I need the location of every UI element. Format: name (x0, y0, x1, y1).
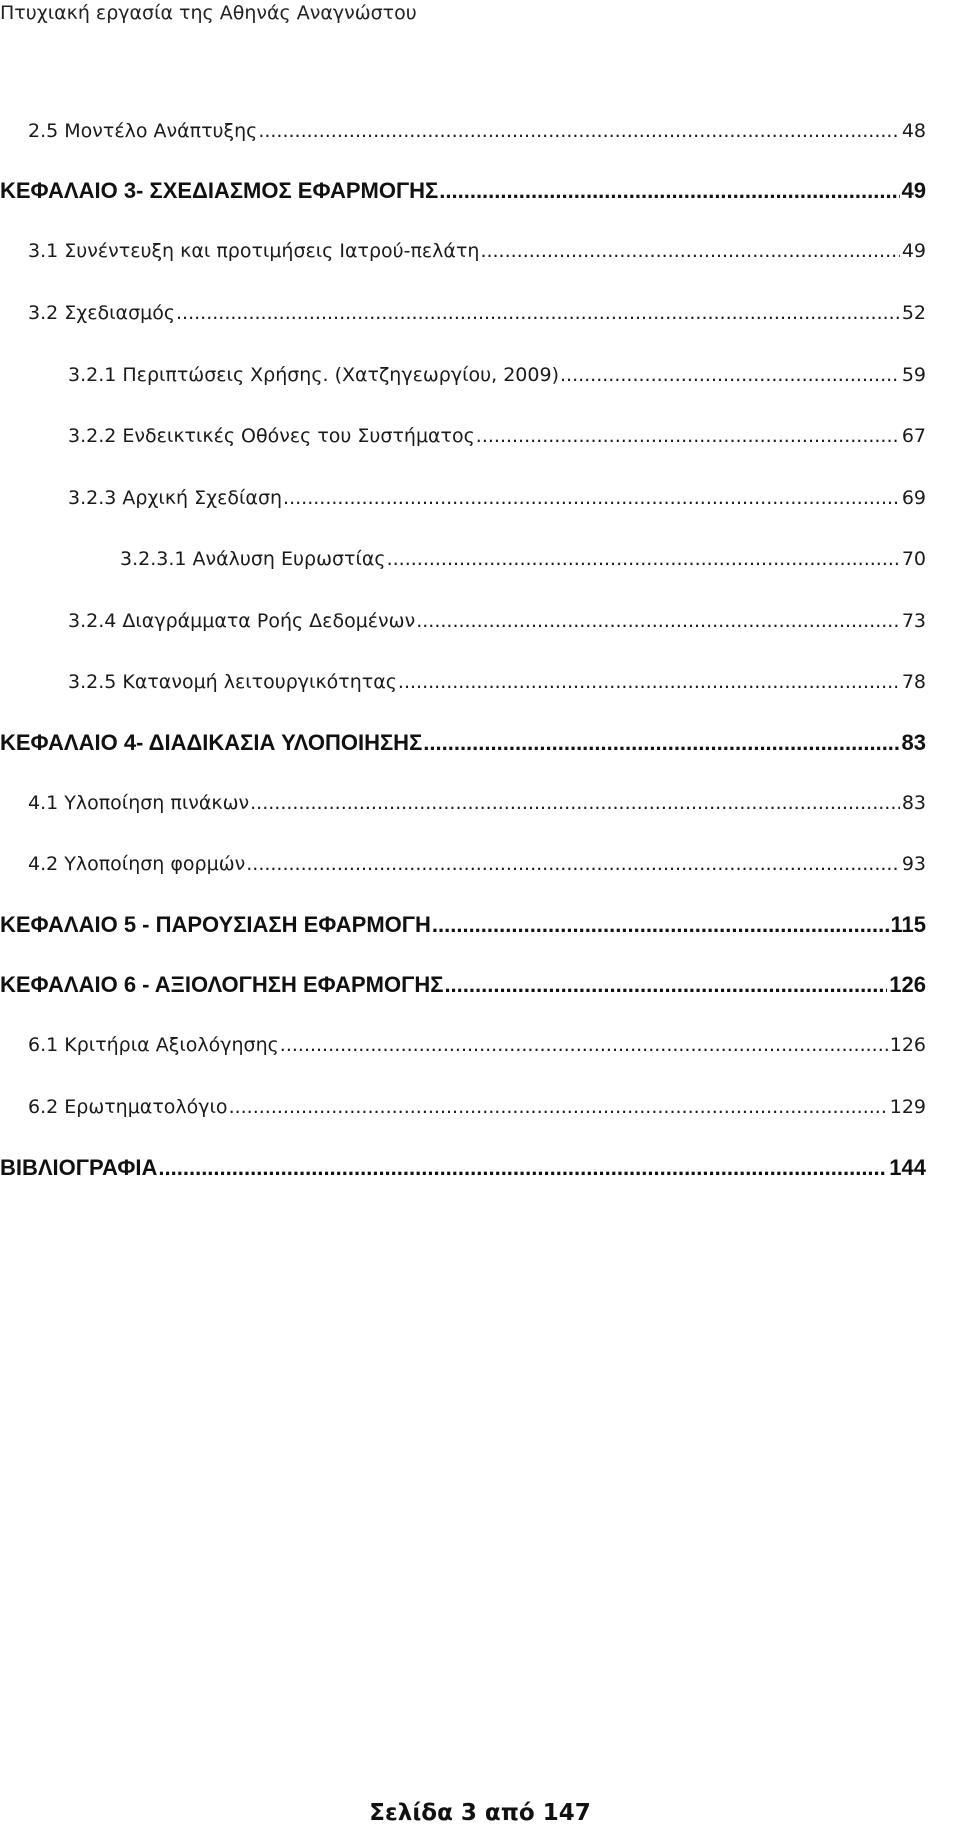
toc-entry-page: 83 (901, 730, 926, 755)
toc-entry-title: 4.2 Υλοποίηση φορμών (28, 853, 246, 875)
toc-entry-title: 4.1 Υλοποίηση πινάκων (28, 792, 250, 814)
dot-leader (480, 240, 899, 262)
page-footer: Σελίδα 3 από 147 (369, 1800, 591, 1826)
toc-entry-page: 69 (901, 487, 926, 509)
toc-entry[interactable] (28, 1096, 926, 1118)
toc-entry-title: 3.2.2 Ενδεικτικές Οθόνες του Συστήματος (68, 425, 475, 447)
toc-entry-title: ΚΕΦΑΛΑΙΟ 3- ΣΧΕΔΙΑΣΜΟΣ ΕΦΑΡΜΟΓΗΣ (0, 178, 439, 203)
toc-entry[interactable] (28, 853, 926, 875)
toc-entry-page: 52 (901, 302, 926, 324)
dot-leader (246, 853, 900, 875)
dot-leader (398, 671, 900, 693)
toc-entry-page: 115 (890, 912, 926, 937)
toc-chapter-entry[interactable] (0, 912, 926, 938)
toc-entry-title: 3.2.5 Κατανομή λειτουργικότητας (68, 671, 397, 693)
toc-entry[interactable] (120, 548, 926, 570)
dot-leader (387, 548, 900, 570)
dot-leader (423, 730, 899, 756)
toc-entry-title: 6.1 Κριτήρια Αξιολόγησης (28, 1034, 279, 1056)
toc-entry-page: 144 (889, 1155, 926, 1180)
dot-leader (476, 425, 900, 447)
toc-entry[interactable] (28, 792, 926, 814)
dot-leader (416, 610, 900, 632)
toc-entry[interactable] (28, 120, 926, 142)
dot-leader (444, 972, 887, 998)
toc-entry-title: 3.1 Συνέντευξη και προτιμήσεις Ιατρού-πελάτη (28, 240, 480, 262)
toc-entry[interactable] (68, 671, 926, 693)
dot-leader (280, 1034, 888, 1056)
toc-entry[interactable] (68, 364, 926, 386)
toc-entry-page: 59 (901, 364, 926, 386)
toc-entry-page: 49 (901, 240, 926, 262)
toc-entry-page: 48 (901, 120, 926, 142)
toc-entry-title: ΚΕΦΑΛΑΙΟ 4- ΔΙΑΔΙΚΑΣΙΑ ΥΛΟΠΟΙΗΣΗΣ (0, 730, 423, 755)
toc-entry-page: 70 (901, 548, 926, 570)
toc-entry[interactable] (28, 1034, 926, 1056)
toc-entry-page: 78 (901, 671, 926, 693)
toc-entry-title: 3.2.1 Περιπτώσεις Χρήσης. (Χατζηγεωργίου, 2009) (68, 364, 559, 386)
dot-leader (258, 120, 900, 142)
toc-entry-title: 2.5 Μοντέλο Ανάπτυξης (28, 120, 258, 142)
toc-entry[interactable] (68, 487, 926, 509)
dot-leader (229, 1096, 888, 1118)
toc-entry[interactable] (28, 240, 926, 262)
toc-entry-page: 49 (901, 178, 926, 203)
toc-entry-page: 93 (901, 853, 926, 875)
running-header: Πτυχιακή εργασία της Αθηνάς Αναγνώστου (0, 2, 417, 24)
toc-entry-title: ΚΕΦΑΛΑΙΟ 6 - ΑΞΙΟΛΟΓΗΣΗ ΕΦΑΡΜΟΓΗΣ (0, 972, 444, 997)
toc-entry-title: ΚΕΦΑΛΑΙΟ 5 - ΠΑΡΟΥΣΙΑΣΗ ΕΦΑΡΜΟΓΗ (0, 912, 431, 937)
toc-chapter-entry[interactable] (0, 1155, 926, 1181)
toc-entry-title: 3.2.3 Αρχική Σχεδίαση (68, 487, 283, 509)
toc-entry-title: 3.2 Σχεδιασμός (28, 302, 175, 324)
toc-chapter-entry[interactable] (0, 178, 926, 204)
toc-chapter-entry[interactable] (0, 972, 926, 998)
toc-entry-page: 126 (889, 972, 926, 997)
toc-entry[interactable] (68, 425, 926, 447)
toc-entry-page: 126 (889, 1034, 926, 1056)
dot-leader (283, 487, 900, 509)
dot-leader (432, 912, 889, 938)
toc-entry-title: ΒΙΒΛΙΟΓΡΑΦΙΑ (0, 1155, 158, 1180)
dot-leader (439, 178, 899, 204)
dot-leader (250, 792, 900, 814)
toc-entry[interactable] (68, 610, 926, 632)
dot-leader (560, 364, 900, 386)
toc-entry-page: 129 (889, 1096, 926, 1118)
toc-entry-page: 67 (901, 425, 926, 447)
toc-entry-title: 3.2.4 Διαγράμματα Ροής Δεδομένων (68, 610, 416, 632)
toc-entry-page: 83 (901, 792, 926, 814)
toc-entry-title: 6.2 Ερωτηματολόγιο (28, 1096, 228, 1118)
toc-entry-page: 73 (901, 610, 926, 632)
dot-leader (158, 1155, 887, 1181)
toc-chapter-entry[interactable] (0, 730, 926, 756)
toc-entry-title: 3.2.3.1 Ανάλυση Ευρωστίας (120, 548, 386, 570)
dot-leader (176, 302, 900, 324)
toc-entry[interactable] (28, 302, 926, 324)
